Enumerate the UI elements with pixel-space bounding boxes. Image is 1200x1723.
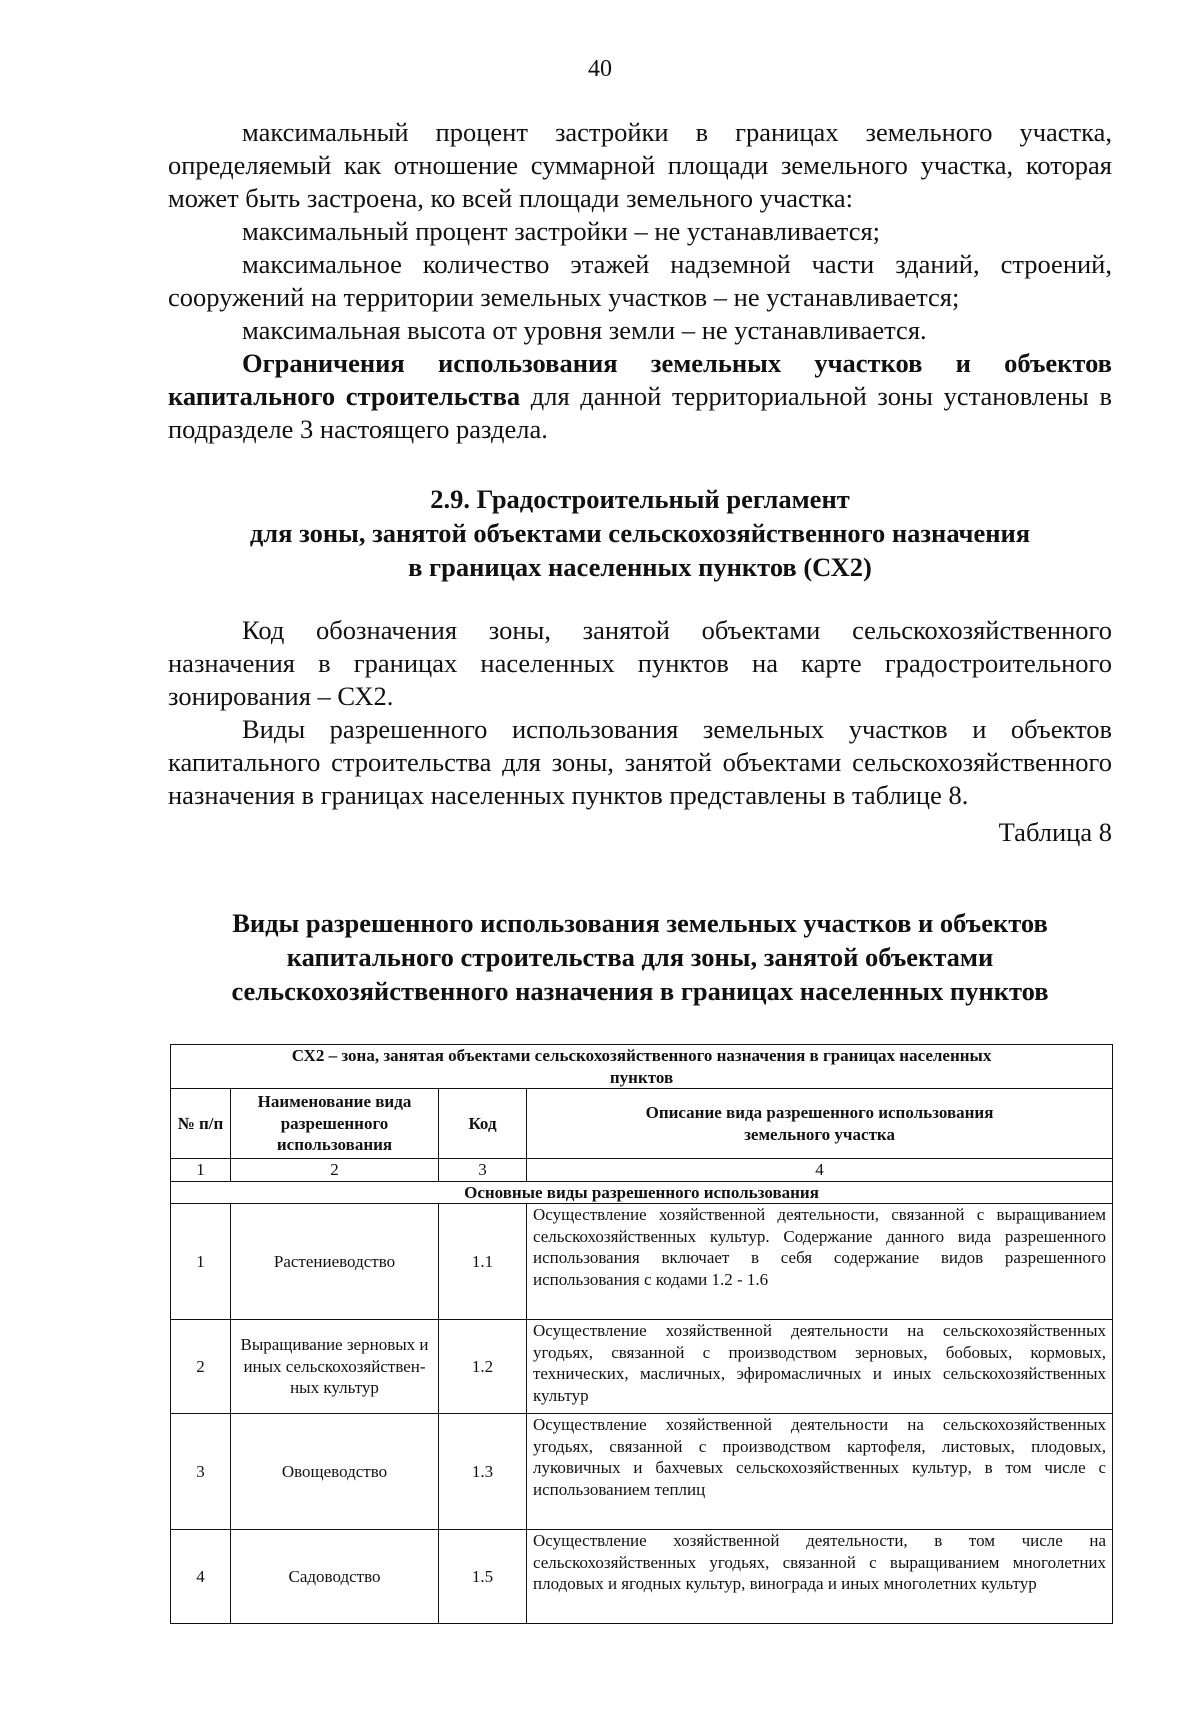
header-name: Наименование вида разрешенного использования (231, 1089, 439, 1159)
row-code: 1.5 (439, 1530, 527, 1624)
row-desc: Осуществление хозяйственной деятельности, в том числе на сельскохозяйственных угодьях, связанной с выращиванием многолетних плодовых и ягодных культур, винограда и иных многолетних культур (527, 1530, 1113, 1624)
index-cell: 3 (439, 1159, 527, 1182)
table-title (150, 906, 1130, 1008)
header-code: Код (439, 1089, 527, 1159)
table-title-line3: сельскохозяйственного назначения в границах населенных пунктов (231, 976, 1049, 1006)
group-header-cell: Основные виды разрешенного использования (171, 1181, 1113, 1204)
zone-header-cell: СХ2 – зона, занятая объектами сельскохозяйственного назначения в границах населенных пунктов (171, 1045, 1113, 1089)
index-cell: 4 (527, 1159, 1113, 1182)
section-text (168, 614, 1112, 849)
row-name: Овощеводство (231, 1414, 439, 1530)
row-num: 2 (171, 1320, 231, 1414)
row-name: Выращивание зерновых и иных сельскохозяйствен-ных культур (231, 1320, 439, 1414)
table-row (171, 1320, 1113, 1414)
table-row (171, 1414, 1113, 1530)
table-title-line1: Виды разрешенного использования земельных участков и объектов (232, 908, 1048, 938)
paragraph-building-percent: максимальный процент застройки в границах земельного участка, определяемый как отношение суммарной площади земельного участка, которая может быть застроена, ко всей площади земельного участка: (168, 117, 1112, 213)
intro-text (168, 116, 1112, 446)
section-title-line3: в границах населенных пунктов (СХ2) (408, 552, 872, 582)
index-cell: 2 (231, 1159, 439, 1182)
index-cell: 1 (171, 1159, 231, 1182)
paragraph-restrictions (168, 347, 1112, 446)
column-index-row (171, 1159, 1113, 1182)
section-heading (168, 482, 1112, 584)
section-title-line1: 2.9. Градостроительный регламент (430, 484, 850, 514)
row-name: Садоводство (231, 1530, 439, 1624)
row-num: 1 (171, 1204, 231, 1320)
table-row (171, 1204, 1113, 1320)
header-desc: Описание вида разрешенного использования земельного участка (527, 1089, 1113, 1159)
paragraph-max-height: максимальная высота от уровня земли – не устанавливается. (242, 315, 927, 345)
usage-table (170, 1044, 1113, 1624)
paragraph-max-percent: максимальный процент застройки – не устанавливается; (242, 216, 881, 246)
row-num: 4 (171, 1530, 231, 1624)
paragraph-zone-code: Код обозначения зоны, занятой объектами сельскохозяйственного назначения в границах населенных пунктов на карте градостроительного зонирования – СХ2. (168, 615, 1112, 711)
page-number: 40 (588, 56, 612, 82)
group-header-row (171, 1181, 1113, 1204)
table-label: Таблица 8 (998, 817, 1112, 847)
restrictions-rest: для данной территориальной зоны установлены в подразделе 3 настоящего раздела. (168, 381, 1112, 444)
column-header-row (171, 1089, 1113, 1159)
row-desc: Осуществление хозяйственной деятельности на сельскохозяйственных угодьях, связанной с производством картофеля, листовых, плодовых, луковичных и бахчевых сельскохозяйственных культур, в том числе с использованием теплиц (527, 1414, 1113, 1530)
restrictions-bold: Ограничения использования земельных участков и объектов капитального строительства (168, 348, 1112, 411)
section-title-line2: для зоны, занятой объектами сельскохозяйственного назначения (249, 518, 1031, 548)
row-name: Растениеводство (231, 1204, 439, 1320)
row-code: 1.2 (439, 1320, 527, 1414)
row-desc: Осуществление хозяйственной деятельности, связанной с выращиванием сельскохозяйственных культур. Содержание данного вида разрешенного использования включает в себя содержание видов разрешенного использования с кодами 1.2 - 1.6 (527, 1204, 1113, 1320)
table-title-line2: капитального строительства для зоны, занятой объектами (286, 942, 994, 972)
table-row (171, 1530, 1113, 1624)
zone-header-row (171, 1045, 1113, 1089)
row-code: 1.1 (439, 1204, 527, 1320)
row-desc: Осуществление хозяйственной деятельности на сельскохозяйственных угодьях, связанной с производством зерновых, бобовых, кормовых, технических, масличных, эфиромасличных и иных сельскохозяйственных культур (527, 1320, 1113, 1414)
row-num: 3 (171, 1414, 231, 1530)
header-num: № п/п (171, 1089, 231, 1159)
paragraph-max-floors: максимальное количество этажей надземной части зданий, строений, сооружений на территории земельных участков – не устанавливается; (168, 249, 1112, 312)
paragraph-usage-types: Виды разрешенного использования земельных участков и объектов капитального строительства для зоны, занятой объектами сельскохозяйственного назначения в границах населенных пунктов представлены в таблице 8. (168, 714, 1112, 810)
row-code: 1.3 (439, 1414, 527, 1530)
